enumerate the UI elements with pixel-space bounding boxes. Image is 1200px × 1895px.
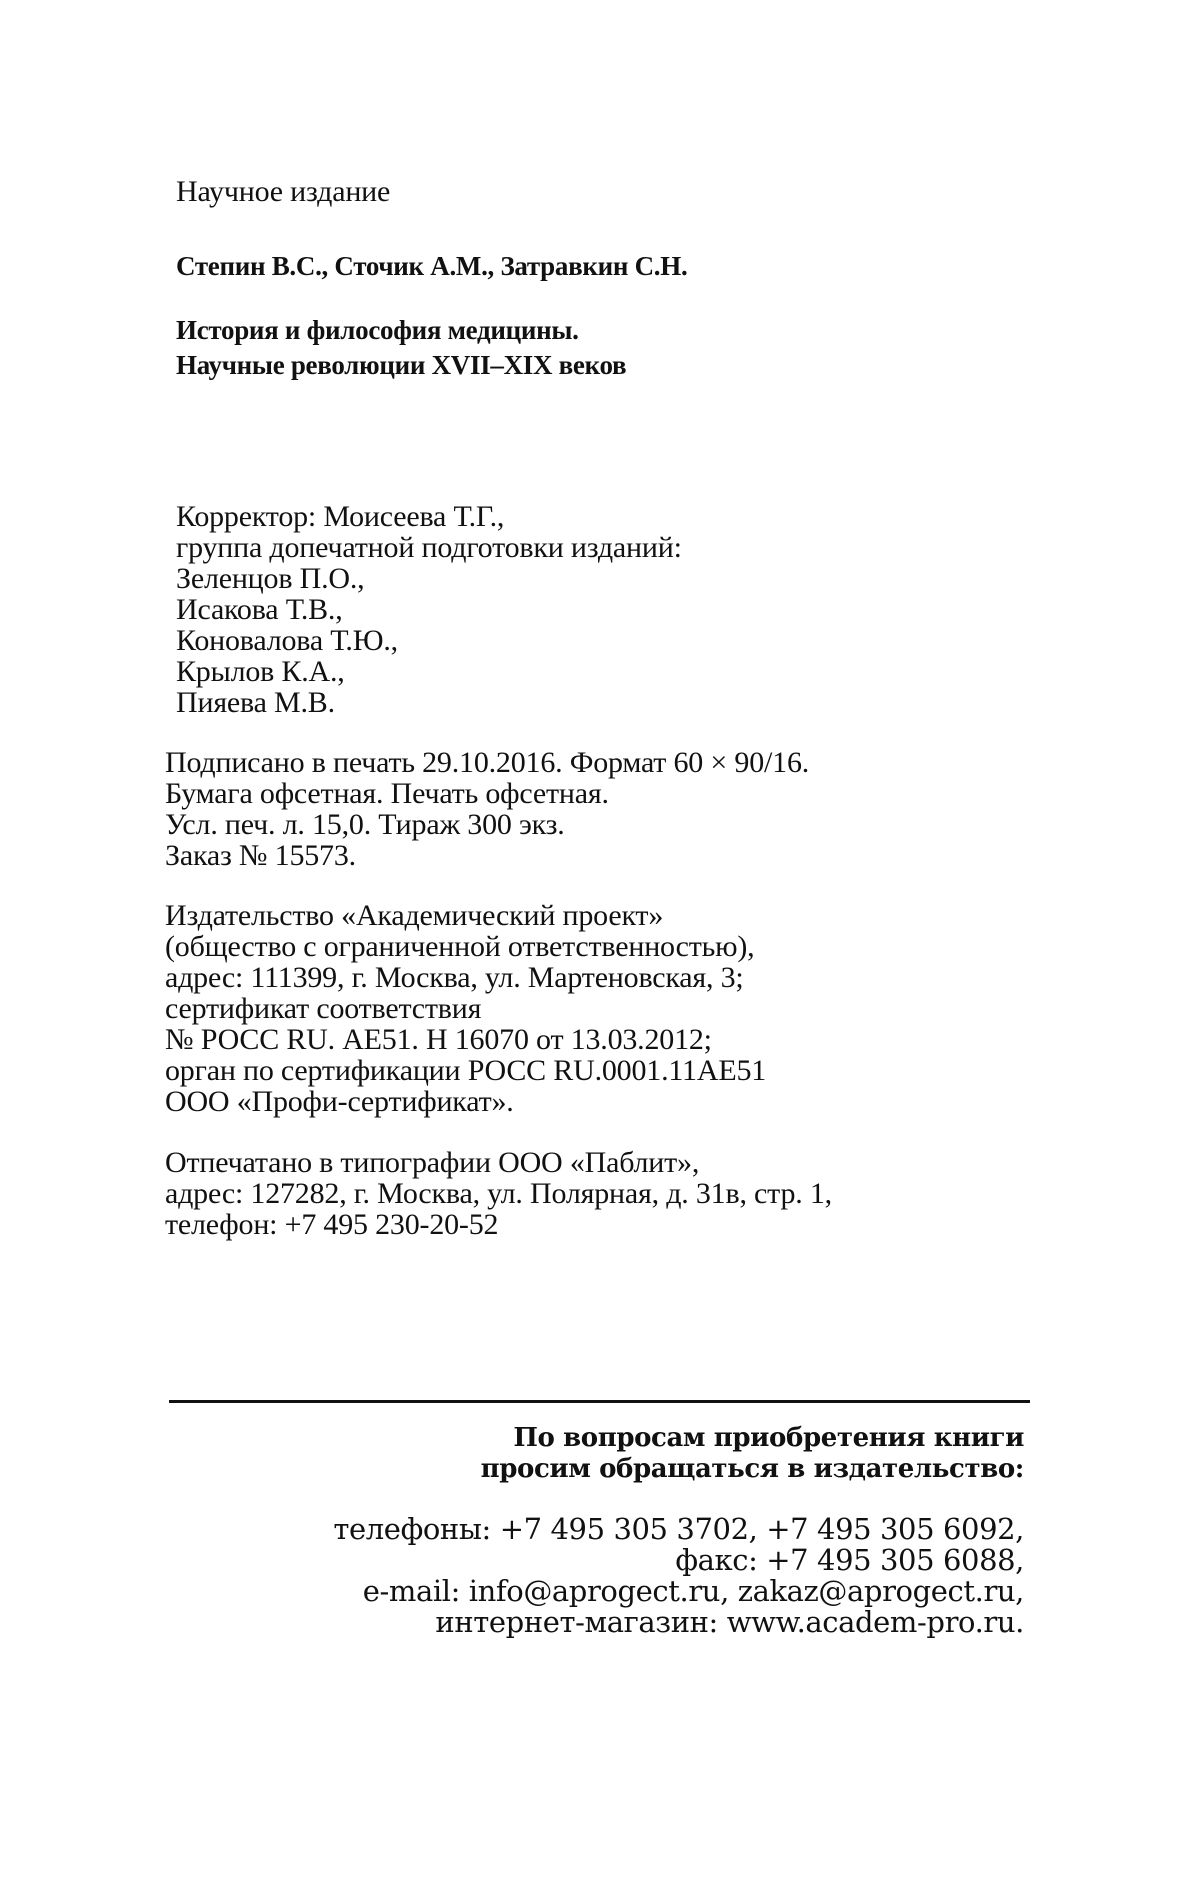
print-info-line: Усл. печ. л. 15,0. Тираж 300 экз. (165, 808, 565, 841)
contacts-heading-line: По вопросам приобретения книги (513, 1423, 1024, 1453)
edition-type: Научное издание (176, 175, 391, 208)
book-title-line-1: История и философия медицины. (176, 315, 579, 345)
contacts-fax: факс: +7 495 305 6088, (675, 1543, 1024, 1577)
credit-line: Коновалова Т.Ю., (176, 624, 398, 657)
divider-line (169, 1400, 1030, 1403)
contacts-email: e-mail: info@aprogect.ru, zakaz@aprogect.ru, (362, 1574, 1024, 1608)
credit-line: Зеленцов П.О., (176, 562, 365, 595)
print-info-line: Бумага офсетная. Печать офсетная. (165, 777, 609, 810)
publisher-line: ООО «Профи-сертификат». (165, 1085, 514, 1118)
printer-line: телефон: +7 495 230-20-52 (165, 1208, 499, 1241)
contacts-phones: телефоны: +7 495 305 3702, +7 495 305 6092, (333, 1512, 1024, 1546)
publisher-line: орган по сертификации РОСС RU.0001.11АЕ51 (165, 1054, 767, 1087)
publisher-line: сертификат соответствия (165, 992, 482, 1025)
credit-line: Корректор: Моисеева Т.Г., (176, 500, 505, 533)
credit-line: группа допечатной подготовки изданий: (176, 531, 682, 564)
contacts-heading-line: просим обращаться в издательство: (480, 1454, 1024, 1484)
credit-line: Крылов К.А., (176, 655, 345, 688)
publisher-line: № РОСС RU. АЕ51. Н 16070 от 13.03.2012; (165, 1023, 712, 1056)
publisher-line: Издательство «Академический проект» (165, 899, 664, 932)
publisher-line: (общество с ограниченной ответственностью), (165, 930, 755, 963)
credit-line: Исакова Т.В., (176, 593, 343, 626)
print-info-line: Подписано в печать 29.10.2016. Формат 60 × 90/16. (165, 746, 810, 779)
authors: Степин В.С., Сточик А.М., Затравкин С.Н. (176, 251, 688, 281)
contacts-shop: интернет-магазин: www.academ-pro.ru. (435, 1605, 1024, 1639)
book-title-line-2: Научные революции XVII–XIX веков (176, 350, 627, 380)
print-info-line: Заказ № 15573. (165, 839, 356, 872)
publisher-line: адрес: 111399, г. Москва, ул. Мартеновская, 3; (165, 961, 744, 994)
credit-line: Пияева М.В. (176, 686, 335, 719)
printer-line: адрес: 127282, г. Москва, ул. Полярная, д. 31в, стр. 1, (165, 1177, 832, 1210)
printer-line: Отпечатано в типографии ООО «Паблит», (165, 1146, 700, 1179)
